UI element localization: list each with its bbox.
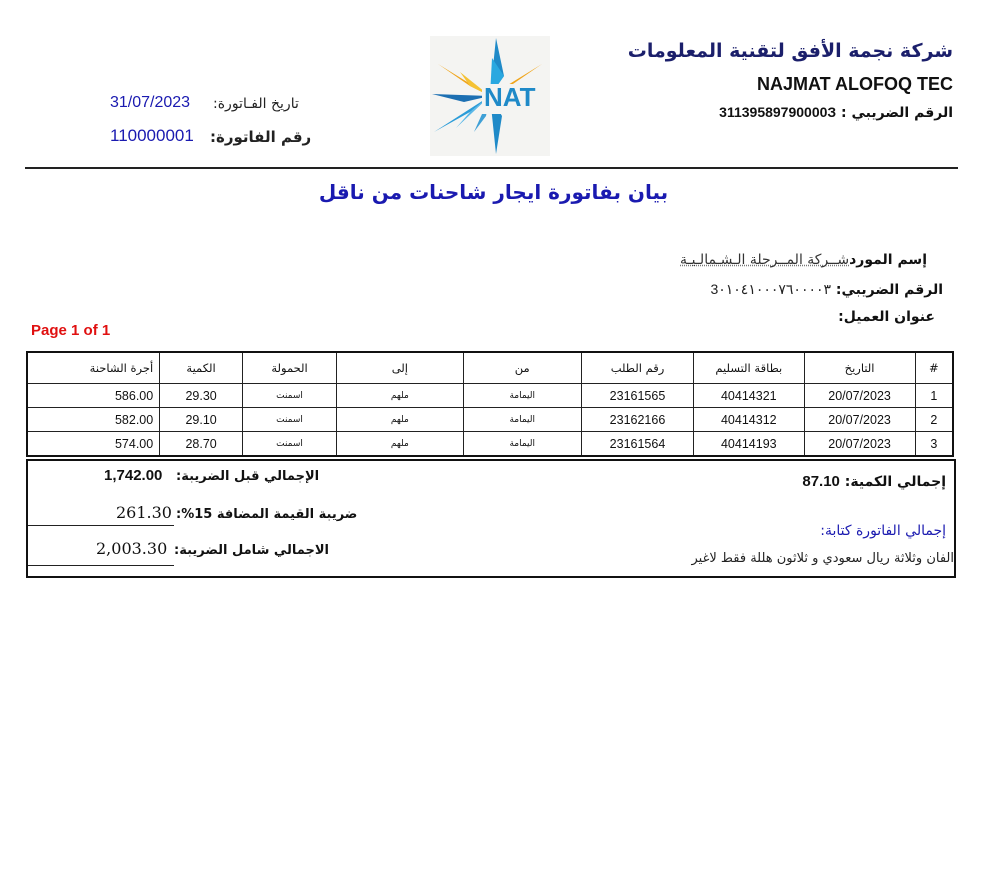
total-quantity-label: إجمالي الكمية: bbox=[844, 474, 946, 490]
row-order-no: 23161564 bbox=[581, 432, 693, 457]
customer-address-label: عنوان العميل: bbox=[838, 309, 935, 325]
incl-tax-label: الاجمالي شامل الضريبة: bbox=[174, 543, 330, 558]
header-divider bbox=[25, 167, 958, 169]
row-fare: 574.00 bbox=[27, 432, 160, 457]
supplier-tax-value: 3٠١٠٤١٠٠٠٧٦٠٠٠٠٣ bbox=[710, 281, 832, 297]
incl-tax-value: 2,003.30 bbox=[96, 539, 168, 558]
table-header-row bbox=[27, 352, 953, 384]
before-tax-value: 1,742.00 bbox=[104, 467, 163, 484]
row-fare: 586.00 bbox=[27, 384, 160, 408]
supplier-tax-row bbox=[710, 281, 943, 298]
row-to: ملهم bbox=[337, 384, 464, 408]
row-from: اليمامة bbox=[463, 432, 581, 457]
invoice-number: 110000001 bbox=[110, 126, 194, 145]
row-delivery-card: 40414321 bbox=[694, 384, 804, 408]
row-load: اسمنت bbox=[242, 408, 336, 432]
totals-divider bbox=[28, 565, 174, 566]
row-date: 20/07/2023 bbox=[804, 384, 915, 408]
row-delivery-card: 40414193 bbox=[694, 432, 804, 457]
row-to: ملهم bbox=[337, 408, 464, 432]
col-header-from: من bbox=[463, 352, 581, 384]
supplier-name-label: إسم المورد bbox=[849, 252, 927, 268]
table-row bbox=[27, 384, 953, 408]
row-order-no: 23161565 bbox=[581, 384, 693, 408]
company-tax-line bbox=[719, 104, 953, 121]
company-name-arabic: شركة نجمة الأفق لتقنية المعلومات bbox=[627, 40, 953, 62]
row-load: اسمنت bbox=[242, 432, 336, 457]
col-header-to: إلى bbox=[337, 352, 464, 384]
col-header-delivery-card: بطاقة التسليم bbox=[694, 352, 804, 384]
invoice-date-label: تاريخ الفـاتورة: bbox=[213, 96, 299, 112]
trips-table bbox=[26, 351, 954, 457]
row-order-no: 23162166 bbox=[581, 408, 693, 432]
row-quantity: 29.10 bbox=[160, 408, 243, 432]
row-from: اليمامة bbox=[463, 408, 581, 432]
total-quantity-row bbox=[802, 473, 946, 490]
row-date: 20/07/2023 bbox=[804, 408, 915, 432]
document-title: بيان بفاتورة ايجار شاحنات من ناقل bbox=[318, 180, 669, 204]
company-tax-number: 31139589790000З bbox=[719, 104, 837, 120]
row-to: ملهم bbox=[337, 432, 464, 457]
vat-label: ضريبة القيمة المضافة 15%: bbox=[176, 507, 358, 522]
row-delivery-card: 40414312 bbox=[694, 408, 804, 432]
col-header-order-no: رقم الطلب bbox=[581, 352, 693, 384]
col-header-quantity: الكمية bbox=[160, 352, 243, 384]
total-quantity-value: 87.10 bbox=[802, 473, 840, 490]
col-header-load: الحمولة bbox=[242, 352, 336, 384]
total-words-label: إجمالي الفاتورة كتابة: bbox=[820, 523, 946, 539]
row-quantity: 29.30 bbox=[160, 384, 243, 408]
col-header-fare: أجرة الشاحنة bbox=[27, 352, 160, 384]
company-name-english: NAJMAT ALOFOQ TEC bbox=[757, 74, 953, 94]
row-quantity: 28.70 bbox=[160, 432, 243, 457]
table-row bbox=[27, 432, 953, 457]
totals-divider bbox=[28, 525, 174, 526]
total-words-value: الفان وثلاثة ريال سعودي و ثلاثون هللة فقط لاغير bbox=[691, 551, 954, 566]
vat-value: 261.30 bbox=[116, 503, 172, 522]
col-header-date: التاريخ bbox=[804, 352, 915, 384]
supplier-name-value: شــركة المــرحلة الـشـمالـيـة bbox=[680, 252, 850, 268]
logo-text: NAT bbox=[484, 82, 536, 112]
row-no: 2 bbox=[915, 408, 953, 432]
row-from: اليمامة bbox=[463, 384, 581, 408]
supplier-name-row bbox=[680, 252, 927, 268]
row-no: 1 bbox=[915, 384, 953, 408]
table-row bbox=[27, 408, 953, 432]
page-indicator: Page 1 of 1 bbox=[31, 322, 111, 339]
before-tax-label: الإجمالي قبل الضريبة: bbox=[176, 469, 320, 484]
invoice-number-label: رقم الفاتورة: bbox=[210, 128, 312, 146]
row-no: 3 bbox=[915, 432, 953, 457]
totals-box bbox=[26, 459, 956, 578]
company-logo bbox=[430, 36, 550, 156]
row-fare: 582.00 bbox=[27, 408, 160, 432]
row-load: اسمنت bbox=[242, 384, 336, 408]
company-tax-label: الرقم الضريبي : bbox=[841, 105, 953, 121]
supplier-tax-label: الرقم الضريبي: bbox=[835, 282, 943, 298]
col-header-no: # bbox=[915, 352, 953, 384]
row-date: 20/07/2023 bbox=[804, 432, 915, 457]
invoice-date: 31/07/2023 bbox=[110, 94, 191, 111]
